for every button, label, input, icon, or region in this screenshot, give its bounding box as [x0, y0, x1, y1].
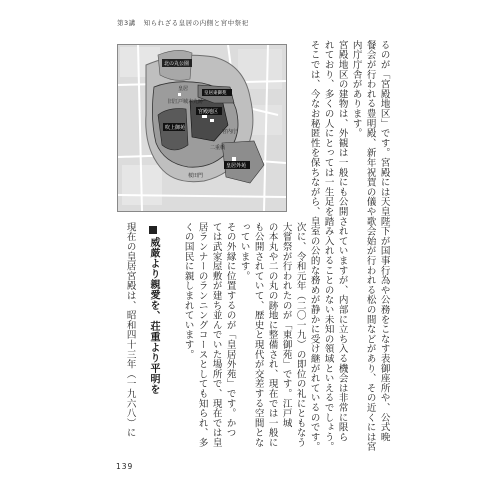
text-column: 現在の皇居宮殿は、昭和四十三年（一九六八）に [124, 222, 136, 438]
text-column: くの国民に親しまれています。 [182, 222, 194, 360]
text-column: の本丸や二の丸の跡地に整備され、現在では一般に [266, 222, 278, 448]
section-heading-text: 威厳より親愛を、荘重より平明を [148, 237, 159, 395]
text-column: ては武家屋敷が建ち並んでいた場所で、現在では皇 [210, 222, 222, 448]
text-column: 宮殿地区の建物は、外観は一般にも公開されていますが、内部に立ち入る機会は非常に限ら [336, 40, 348, 442]
text-column: も公開されていて、歴史と現代が交差する空間とな [252, 222, 264, 448]
chapter-number: 第3講 [117, 19, 136, 27]
text-column: そこでは、今なお秘匿性を保ちながら、皇室の公的な務めが静かに受け継がれているのです。 [308, 40, 320, 452]
text-column: れており、多くの人にとっては一生足を踏み入れることのない未知の領域といえるでしょう。 [322, 40, 334, 452]
map-label-gaien: 皇居外苑 [226, 163, 247, 169]
text-column: その外縁に位置するのが「皇居外苑」です。かつ [224, 222, 236, 438]
text-column: っています。 [238, 222, 250, 281]
text-column: 次に、令和元年（二〇一九）の即位の礼にともなう [294, 222, 306, 448]
section-heading [146, 226, 161, 426]
running-header [117, 18, 249, 27]
text-column: 居ランナーのランニングコースとしても知られ、多 [196, 222, 208, 448]
map-label-kokyo: 皇居 [178, 86, 189, 92]
map-label-small3: 桜田門 [188, 173, 204, 179]
map-label-higashi: 皇居東御苑 [204, 91, 227, 96]
map-graphic [118, 45, 286, 211]
map-label-small1: 旧江戸城本丸跡 [168, 99, 204, 105]
text-column: るのが「宮殿地区」です。宮殿には天皇陛下が国事行為や公務をこなす表御座所や、公式晩 [378, 40, 390, 442]
map-label-kitanomaru: 北の丸公園 [164, 61, 190, 67]
text-column: 内庁庁舎があります。 [350, 40, 362, 138]
page-number: 139 [116, 462, 134, 471]
text-column: 大嘗祭が行われたのが「東御苑」です。江戸城 [280, 222, 292, 428]
map-label-fukiage: 吹上御苑 [165, 125, 186, 131]
heading-marker-icon [149, 226, 157, 234]
text-column: 餐会が行われる豊明殿、新年祝賀の儀や歌会始が行われる松の間などがあり、その近くには宮 [364, 40, 376, 452]
map-label-kyuden: 宮殿地区 [198, 109, 219, 115]
palace-map [117, 44, 287, 212]
map-label-kunaicho: 宮内庁 [222, 129, 238, 135]
chapter-title: 知られざる皇居の内側と宮中祭祀 [143, 19, 249, 27]
map-label-small2: 二重橋 [210, 145, 226, 151]
